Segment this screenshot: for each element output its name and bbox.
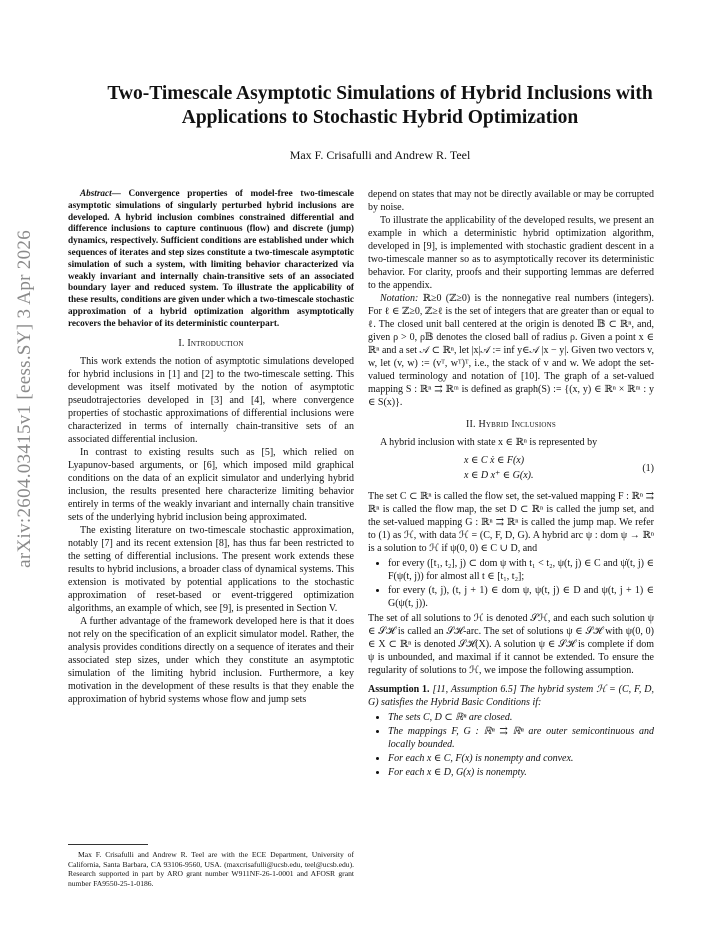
title-line-1: Two-Timescale Asymptotic Simulations of Hybrid Inclusions with bbox=[107, 83, 653, 104]
intro-paragraph-2: In contrast to existing results such as [5], which relied on Lyapunov-based arguments, or [6], which imposed mild graphical conditions on the data of an explicit simulator and underlying hybrid inclusion, the results presented here characterize limiting behavior entirely in terms of the weakly invariant and internally chain transitive sets of the underlying hybrid inclusion being approximated. bbox=[68, 446, 354, 523]
list-item: • for every (t, j), (t, j + 1) ∈ dom ψ, ψ(t, j) ∈ D and ψ(t, j + 1) ∈ G(ψ(t, j)). bbox=[388, 584, 654, 610]
footnote-text: Max F. Crisafulli and Andrew R. Teel are with the ECE Department, University of California, Santa Barbara, CA 93106-9560, USA. (maxcrisafulli@ucsb.edu, teel@ucsb.edu). Research supported in part by ARO grant number W911NF-26-1-0001 and AFOSR grant number FA9550-25-1-0186. bbox=[68, 850, 354, 888]
assumption-list bbox=[368, 711, 654, 779]
section-heading-introduction: I. Introduction bbox=[178, 337, 244, 349]
list-item: • for every ([t₁, t₂], j) ⊂ dom ψ with t₁ < t₂, ψ(t, j) ∈ C and ψ̇(t, j) ∈ F(ψ(t, j)) for almost all t ∈ [t₁, t₂]; bbox=[388, 557, 654, 583]
intro-paragraph-3: The existing literature on two-timescale stochastic approximation, notably [7] and its recent extension [8], has thus far been restricted to the setting of differential inclusions. The present work extends these results to hybrid inclusions, a broader class of dynamical systems. This extension is motivated by potential applications to the stochastic approximation of reset-based or event-triggered optimization algorithms, an example of which, see [9], is presented in Section V. bbox=[68, 524, 354, 614]
abstract-text: — Convergence properties of model-free two-timescale asymptotic simulations of singularly perturbed hybrid inclusions are developed. A hybrid inclusion combines constrained differential and difference inclusions to capture continuous (flow) and discrete (jump) dynamics, respectively. Sufficient conditions are established under which sequences of iterates and step sizes constitute a two-timescale asymptotic simulation of such a system, with limiting behavior characterized via weakly invariant and internally chain-transitive sets of an associated boundary layer and reduced system. To illustrate the applicability of these results, conditions are given under which a two-timescale stochastic approximation of a hybrid optimization algorithm asymptotically recovers the behavior of its deterministic counterpart. bbox=[68, 188, 354, 328]
left-column bbox=[68, 188, 354, 706]
notation-text: ℝ≥0 (ℤ≥0) is the nonnegative real numbers (integers). For ℓ ∈ ℤ≥0, ℤ≥ℓ is the set of integers that are greater than or equal to ℓ. The closed unit ball centered at the origin is denoted 𝔹 ⊂ ℝⁿ, and, given ρ > 0, ρ𝔹 denotes the closed ball of radius ρ. Given a point x ∈ ℝⁿ and a set 𝒜 ⊂ ℝⁿ, let |x|𝒜 := inf y∈𝒜 |x − y|. Given two vectors v, w, let (v, w) := (vᵀ, wᵀ)ᵀ, i.e., the stack of v and w. We adopt the set-valued terminology and notation of [10]. The graph of a set-valued mapping S : ℝⁿ ⇉ ℝᵐ is defined as graph(S) := {(x, y) ∈ ℝⁿ × ℝᵐ : y ∈ S(x)}. bbox=[368, 293, 654, 408]
list-item: • The mappings F, G : ℝⁿ ⇉ ℝⁿ are outer semicontinuous and locally bounded. bbox=[388, 725, 654, 751]
notation-paragraph bbox=[368, 292, 654, 409]
equation-number: (1) bbox=[642, 463, 654, 474]
intro-paragraph-1: This work extends the notion of asymptotic simulations developed for hybrid inclusions in [1] and [2] to the two-timescale setting. This development was itself motivated by the notion of asymptotic pseudotrajectories developed in [3] and [4], where convergence properties of stochastic approximations of differential inclusions were characterized in terms of internally chain-transitive sets of an associated differential inclusion. bbox=[68, 355, 354, 445]
illustration-paragraph: To illustrate the applicability of the developed results, we present an example in which a deterministic hybrid optimization algorithm, developed in [9], is implemented with stochastic gradient descent in a two-timescale manner so as to asymptotically recover its deterministic behavior. For clarity, proofs and their supporting lemmas are deferred to the appendix. bbox=[368, 215, 654, 291]
authors: Max F. Crisafulli and Andrew R. Teel bbox=[289, 148, 471, 162]
abstract-label: Abstract bbox=[80, 188, 112, 198]
hybrid-intro: A hybrid inclusion with state x ∈ ℝⁿ is represented by bbox=[380, 437, 598, 448]
assumption-text: [11, Assumption 6.5] The hybrid system ℋ = (C, F, D, G) satisfies the Hybrid Basic Conditions if: bbox=[368, 684, 654, 708]
right-column bbox=[368, 188, 654, 781]
solution-conditions-list bbox=[368, 557, 654, 610]
assumption-1 bbox=[368, 683, 654, 709]
list-item: • The sets C, D ⊂ ℝⁿ are closed. bbox=[388, 711, 654, 724]
footnote bbox=[68, 850, 354, 888]
list-item: • For each x ∈ D, G(x) is nonempty. bbox=[388, 766, 654, 779]
list-item: • For each x ∈ C, F(x) is nonempty and convex. bbox=[388, 752, 654, 765]
equation-line-2: x ∈ D x⁺ ∈ G(x). bbox=[464, 470, 534, 481]
assumption-label: Assumption 1. bbox=[368, 684, 430, 695]
equation-1 bbox=[368, 454, 654, 484]
intro-paragraph-4: A further advantage of the framework developed here is that it does not rely on the specification of an explicit simulator model. Rather, the analysis provides conditions directly on a sequence of iterates and their associated step sizes, under which they constitute an asymptotic simulation of the limiting hybrid inclusion. Furthermore, a key motivation in the development of these results is that they enable the approximation of hybrid systems whose flow and jump sets bbox=[68, 615, 354, 705]
title-line-2: Applications to Stochastic Hybrid Optimization bbox=[181, 107, 579, 128]
footnote-rule bbox=[68, 844, 148, 845]
notation-label: Notation: bbox=[380, 293, 419, 304]
hybrid-paragraph-1: The set C ⊂ ℝⁿ is called the flow set, the set-valued mapping F : ℝⁿ ⇉ ℝⁿ is called the flow map, the set D ⊂ ℝⁿ is called the jump set, and the set-valued mapping G : ℝⁿ ⇉ ℝⁿ is called the jump map. We refer to (1) as ℋ, with data ℋ = (C, F, D, G). A hybrid arc ψ : dom ψ → ℝⁿ is a solution to ℋ if ψ(0, 0) ∈ C ∪ D, and bbox=[368, 491, 654, 554]
hybrid-paragraph-2: The set of all solutions to ℋ is denoted 𝒮ℋ, and each such solution ψ ∈ 𝒮ℋ is called an 𝒮ℋ-arc. The set of solutions ψ ∈ 𝒮ℋ with ψ(0, 0) ∈ X ⊂ ℝⁿ is denoted 𝒮ℋ(X). A solution ψ ∈ 𝒮ℋ is complete if dom ψ is unbounded, and maximal if it cannot be extended. To ensure the regularity of solutions to ℋ, we impose the following assumption. bbox=[368, 613, 654, 676]
section-heading-hybrid-inclusions: II. Hybrid Inclusions bbox=[466, 419, 556, 430]
continued-paragraph: depend on states that may not be directly available or may be corrupted by noise. bbox=[368, 189, 654, 213]
abstract bbox=[68, 188, 354, 330]
paper-title bbox=[80, 82, 680, 130]
equation-line-1: x ∈ C ẋ ∈ F(x) bbox=[464, 455, 525, 466]
arxiv-stamp: arXiv:2604.03415v1 [eess.SY] 3 Apr 2026 bbox=[14, 230, 35, 568]
